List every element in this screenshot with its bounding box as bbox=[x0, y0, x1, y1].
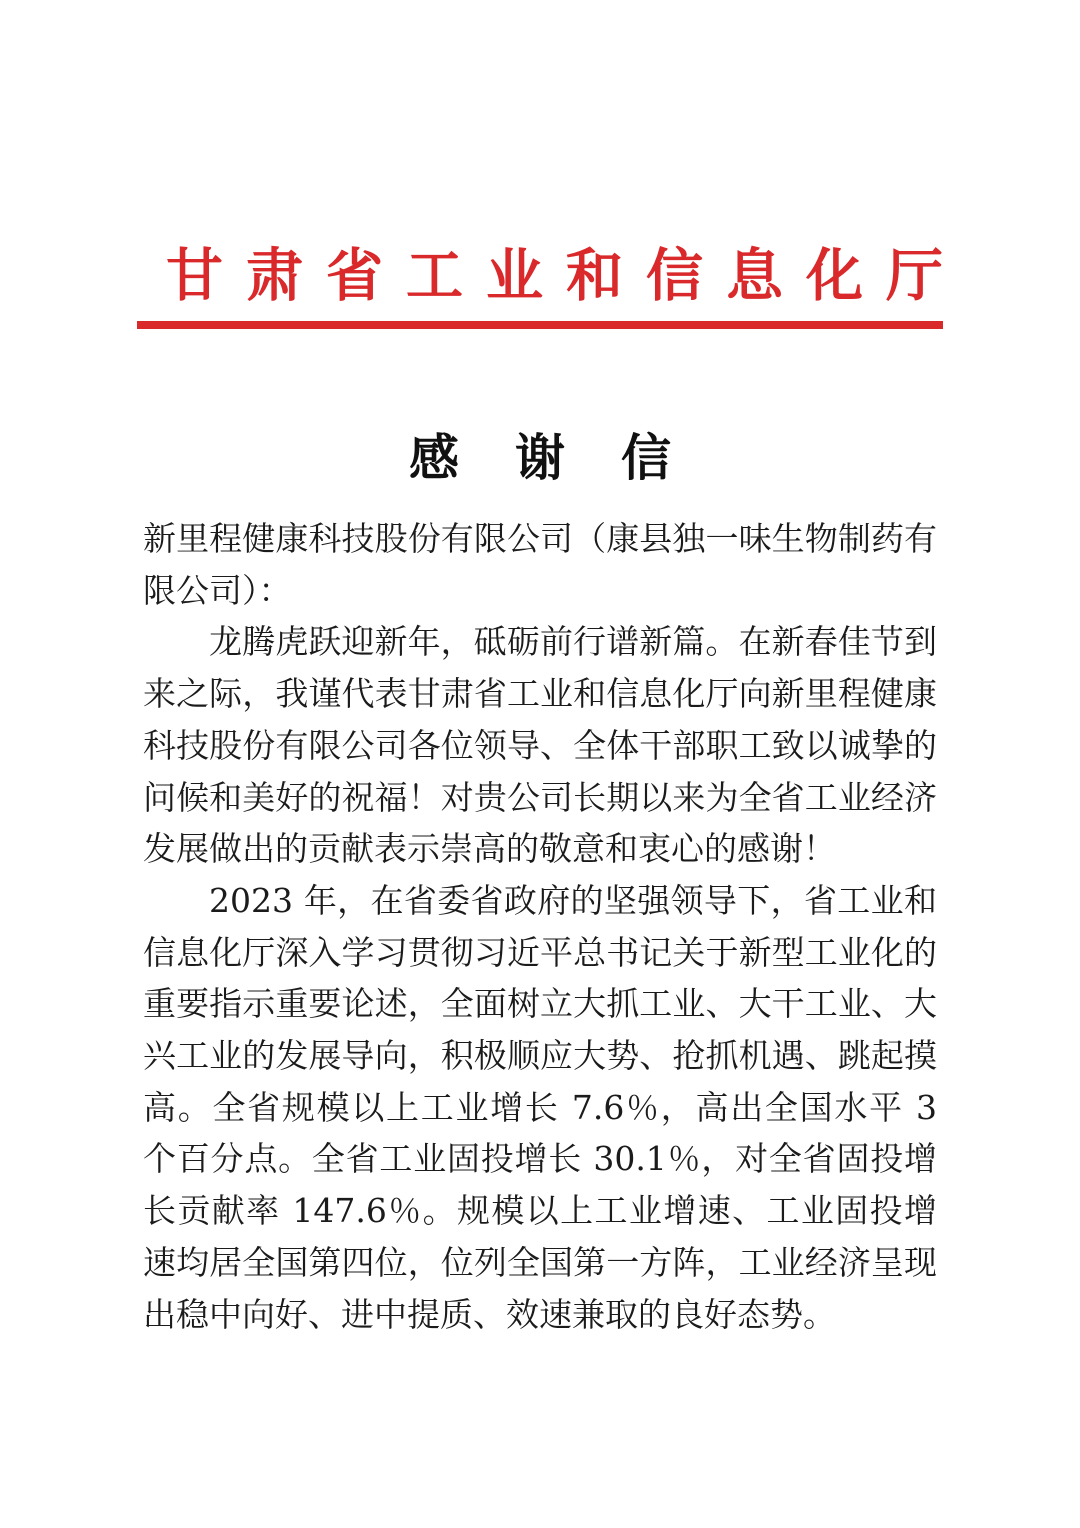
salutation: 新里程健康科技股份有限公司（康县独一味生物制药有限公司）： bbox=[143, 519, 937, 610]
paragraph-greeting: 龙腾虎跃迎新年，砥砺前行谱新篇。在新春佳节到来之际，我谨代表甘肃省工业和信息化厅向新里程健康科技股份有限公司各位领导、全体干部职工致以诚挚的问候和美好的祝福！对贵公司长期以来为全省工业经济发展做出的贡献表示崇高的敬意和衷心的感谢！ bbox=[143, 622, 937, 869]
letter-title: 感谢信 bbox=[409, 428, 727, 487]
letter-content bbox=[143, 428, 937, 1340]
agency-name: 甘肃省工业和信息化厅 bbox=[166, 242, 966, 309]
letterhead-divider bbox=[137, 321, 943, 329]
letterhead bbox=[143, 0, 966, 329]
paragraph-achievements: 2023 年，在省委省政府的坚强领导下，省工业和信息化厅深入学习贯彻习近平总书记关于新型工业化的重要指示重要论述，全面树立大抓工业、大干工业、大兴工业的发展导向，积极顺应大势、抢抓机遇、跳起摸高。全省规模以上工业增长 7.6％，高出全国水平 3 个百分点。全省工业固投增长 30.1％，对全省固投增长贡献率 147.6％。规模以上工业增速、工业固投增速均居全国第四位，位列全国第一方阵，工业经济呈现出稳中向好、进中提质、效速兼取的良好态势。 bbox=[143, 880, 937, 1334]
letter-body bbox=[143, 513, 937, 1340]
